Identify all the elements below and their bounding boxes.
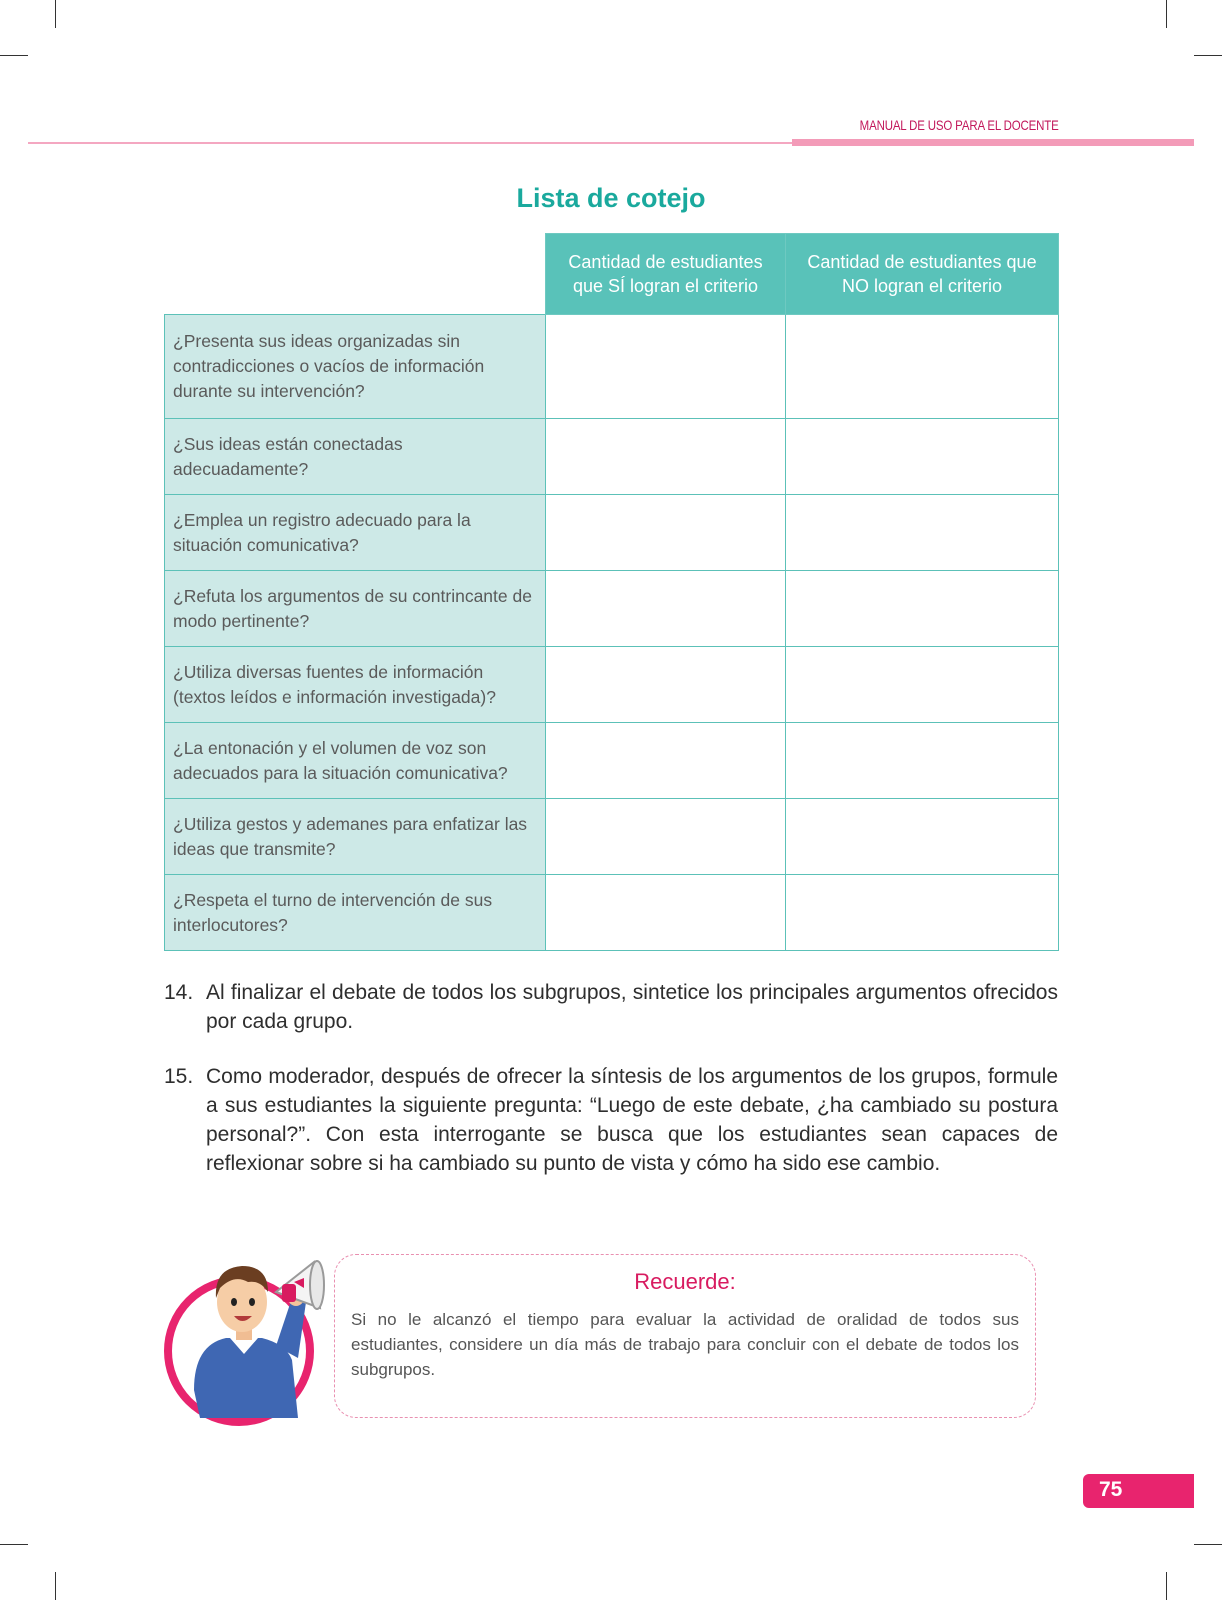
item-number: 15. bbox=[164, 1065, 194, 1088]
crop-mark bbox=[1194, 1544, 1222, 1545]
recuerde-text: Si no le alcanzó el tiempo para evaluar la actividad de oralidad de todos sus estudiantes, considere un día más de trabajo para concluir con el debate de todos los subgrupos. bbox=[351, 1310, 1019, 1379]
column-header-no: Cantidad de estudiantes que NO logran el criterio bbox=[786, 234, 1059, 315]
recuerde-note bbox=[334, 1254, 1036, 1418]
no-count-cell[interactable] bbox=[786, 647, 1059, 723]
list-item bbox=[164, 1062, 1058, 1178]
recuerde-title: Recuerde: bbox=[634, 1269, 736, 1294]
criterion-cell: ¿Refuta los argumentos de su contrincante de modo pertinente? bbox=[165, 571, 546, 647]
no-count-cell[interactable] bbox=[786, 419, 1059, 495]
crop-mark bbox=[0, 1544, 28, 1545]
si-count-cell[interactable] bbox=[546, 419, 786, 495]
no-count-cell[interactable] bbox=[786, 875, 1059, 951]
crop-mark bbox=[1166, 0, 1167, 28]
criterion-cell: ¿Respeta el turno de intervención de sus interlocutores? bbox=[165, 875, 546, 951]
page-number-tab bbox=[1083, 1474, 1194, 1508]
page-title: Lista de cotejo bbox=[516, 183, 706, 213]
crop-mark bbox=[55, 1572, 56, 1600]
si-count-cell[interactable] bbox=[546, 647, 786, 723]
crop-mark bbox=[55, 0, 56, 28]
si-count-cell[interactable] bbox=[546, 495, 786, 571]
instruction-list bbox=[164, 978, 1058, 1204]
boy-with-megaphone-icon bbox=[164, 1240, 334, 1430]
criterion-cell: ¿Utiliza gestos y ademanes para enfatizar las ideas que transmite? bbox=[165, 799, 546, 875]
item-text: Como moderador, después de ofrecer la síntesis de los argumentos de los grupos, formule a sus estudiantes la siguiente pregunta: “Luego de este debate, ¿ha cambiado su postura personal?”. Con esta interrogante se busca que los estudiantes sean capaces de reflexionar sobre si ha cambiado su punto de vista y cómo ha sido ese cambio. bbox=[206, 1065, 1058, 1175]
no-count-cell[interactable] bbox=[786, 799, 1059, 875]
si-count-cell[interactable] bbox=[546, 315, 786, 419]
criterion-cell: ¿Utiliza diversas fuentes de información (textos leídos e información investigada)? bbox=[165, 647, 546, 723]
si-count-cell[interactable] bbox=[546, 723, 786, 799]
si-count-cell[interactable] bbox=[546, 875, 786, 951]
running-header: MANUAL DE USO PARA EL DOCENTE bbox=[860, 117, 1059, 133]
no-count-cell[interactable] bbox=[786, 315, 1059, 419]
list-item bbox=[164, 978, 1058, 1036]
no-count-cell[interactable] bbox=[786, 723, 1059, 799]
crop-mark bbox=[1166, 1572, 1167, 1600]
header-accent-bar bbox=[792, 139, 1194, 146]
criterion-cell: ¿Presenta sus ideas organizadas sin contradicciones o vacíos de información durante su intervención? bbox=[165, 315, 546, 419]
si-count-cell[interactable] bbox=[546, 799, 786, 875]
si-count-cell[interactable] bbox=[546, 571, 786, 647]
criterion-cell: ¿Sus ideas están conectadas adecuadamente? bbox=[165, 419, 546, 495]
checklist-table bbox=[164, 233, 1059, 951]
item-text: Al finalizar el debate de todos los subgrupos, sintetice los principales argumentos ofrecidos por cada grupo. bbox=[206, 981, 1058, 1033]
criterion-cell: ¿Emplea un registro adecuado para la situación comunicativa? bbox=[165, 495, 546, 571]
no-count-cell[interactable] bbox=[786, 495, 1059, 571]
table-corner bbox=[165, 234, 546, 315]
column-header-si: Cantidad de estudiantes que SÍ logran el criterio bbox=[546, 234, 786, 315]
item-number: 14. bbox=[164, 981, 194, 1004]
no-count-cell[interactable] bbox=[786, 571, 1059, 647]
page-number: 75 bbox=[1099, 1478, 1123, 1501]
crop-mark bbox=[1194, 55, 1222, 56]
crop-mark bbox=[0, 55, 28, 56]
criterion-cell: ¿La entonación y el volumen de voz son adecuados para la situación comunicativa? bbox=[165, 723, 546, 799]
